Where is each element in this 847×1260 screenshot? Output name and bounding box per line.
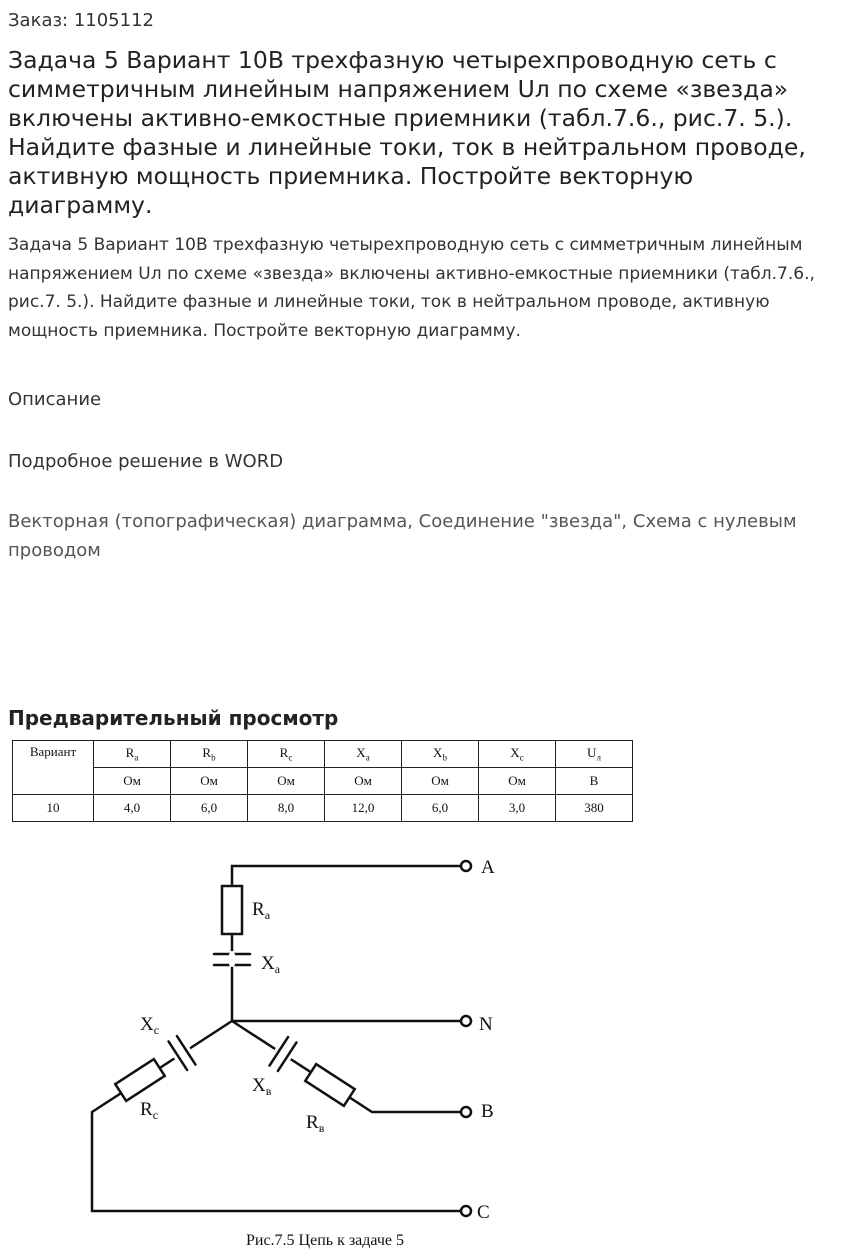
table-value-cell: 4,0 — [94, 795, 171, 822]
terminal-label-n: N — [479, 1014, 493, 1035]
table-header-cell: $X_b$ — [402, 741, 479, 768]
resistor-rb — [305, 1064, 354, 1106]
table-unit-cell: Ом — [325, 768, 402, 795]
parameters-table — [12, 740, 633, 822]
terminal-a — [461, 861, 471, 871]
order-number: Заказ: 1105112 — [8, 10, 154, 31]
resistor-ra — [222, 886, 242, 934]
label-xc: $X_c$ — [140, 1014, 160, 1037]
table-unit-cell: В — [556, 768, 633, 795]
circuit-diagram — [0, 830, 650, 1230]
terminal-label-a: A — [481, 857, 495, 878]
table-header-cell: $U_л$ — [556, 741, 633, 768]
table-unit-cell: Ом — [248, 768, 325, 795]
table-value-cell: 8,0 — [248, 795, 325, 822]
terminal-label-c: C — [477, 1202, 490, 1223]
table-unit-cell: Ом — [171, 768, 248, 795]
terminal-b — [461, 1107, 471, 1117]
wire-a — [232, 866, 462, 1021]
table-value-cell: 3,0 — [479, 795, 556, 822]
label-rb: $R_в$ — [306, 1112, 325, 1135]
table-unit-row — [13, 768, 633, 795]
task-title: Задача 5 Вариант 10В трехфазную четырехпроводную сеть с симметричным линейным напряжением Uл по схеме «звезда» включены активно-емкостные приемники (табл.7.6., рис.7. 5.). Найдите фазные и линейные токи, ток в нейтральном проводе, активную мощность приемника. Постройте векторную диаграмму. — [8, 46, 806, 219]
table-unit-cell: Ом — [402, 768, 479, 795]
preview-heading: Предварительный просмотр — [8, 706, 339, 730]
table-header-cell: $R_c$ — [248, 741, 325, 768]
solution-note: Подробное решение в WORD — [8, 451, 284, 472]
terminal-c — [461, 1206, 471, 1216]
table-header-cell: $X_c$ — [479, 741, 556, 768]
table-value-cell: 380 — [556, 795, 633, 822]
label-ra: $R_a$ — [252, 899, 271, 922]
terminal-n — [461, 1016, 471, 1026]
table-unit-cell: Ом — [94, 768, 171, 795]
table-header-cell: $R_a$ — [94, 741, 171, 768]
label-xb: $X_в$ — [252, 1075, 272, 1098]
table-value-row — [13, 795, 633, 822]
table-header-variant: Вариант — [13, 741, 94, 795]
label-xa: $X_a$ — [261, 953, 281, 976]
capacitor-xa — [214, 954, 250, 965]
task-text: Задача 5 Вариант 10В трехфазную четырехпроводную сеть с симметричным линейным напряжением Uл по схеме «звезда» включены активно-емкостные приемники (табл.7.6., рис.7. 5.). Найдите фазные и линейные токи, ток в нейтральном проводе, активную мощность приемника. Постройте векторную диаграмму. — [8, 235, 815, 341]
description-heading: Описание — [8, 389, 102, 410]
terminal-label-b: B — [481, 1101, 494, 1122]
table-value-cell: 12,0 — [325, 795, 402, 822]
table-unit-cell: Ом — [479, 768, 556, 795]
table-header-cell: $R_b$ — [171, 741, 248, 768]
label-rc: $R_c$ — [140, 1099, 159, 1122]
capacitor-xc — [168, 1035, 197, 1070]
figure-caption: Рис.7.5 Цепь к задаче 5 — [245, 1232, 405, 1249]
table-value-cell: 6,0 — [402, 795, 479, 822]
table-header-row — [13, 741, 633, 768]
resistor-rc — [115, 1059, 164, 1101]
table-header-cell: $X_a$ — [325, 741, 402, 768]
tags-list[interactable]: Векторная (топографическая) диаграмма, Соединение "звезда", Схема с нулевым проводом — [8, 511, 797, 561]
capacitor-xb — [269, 1036, 298, 1071]
table-value-cell: 6,0 — [171, 795, 248, 822]
table-variant-cell: 10 — [13, 795, 94, 822]
